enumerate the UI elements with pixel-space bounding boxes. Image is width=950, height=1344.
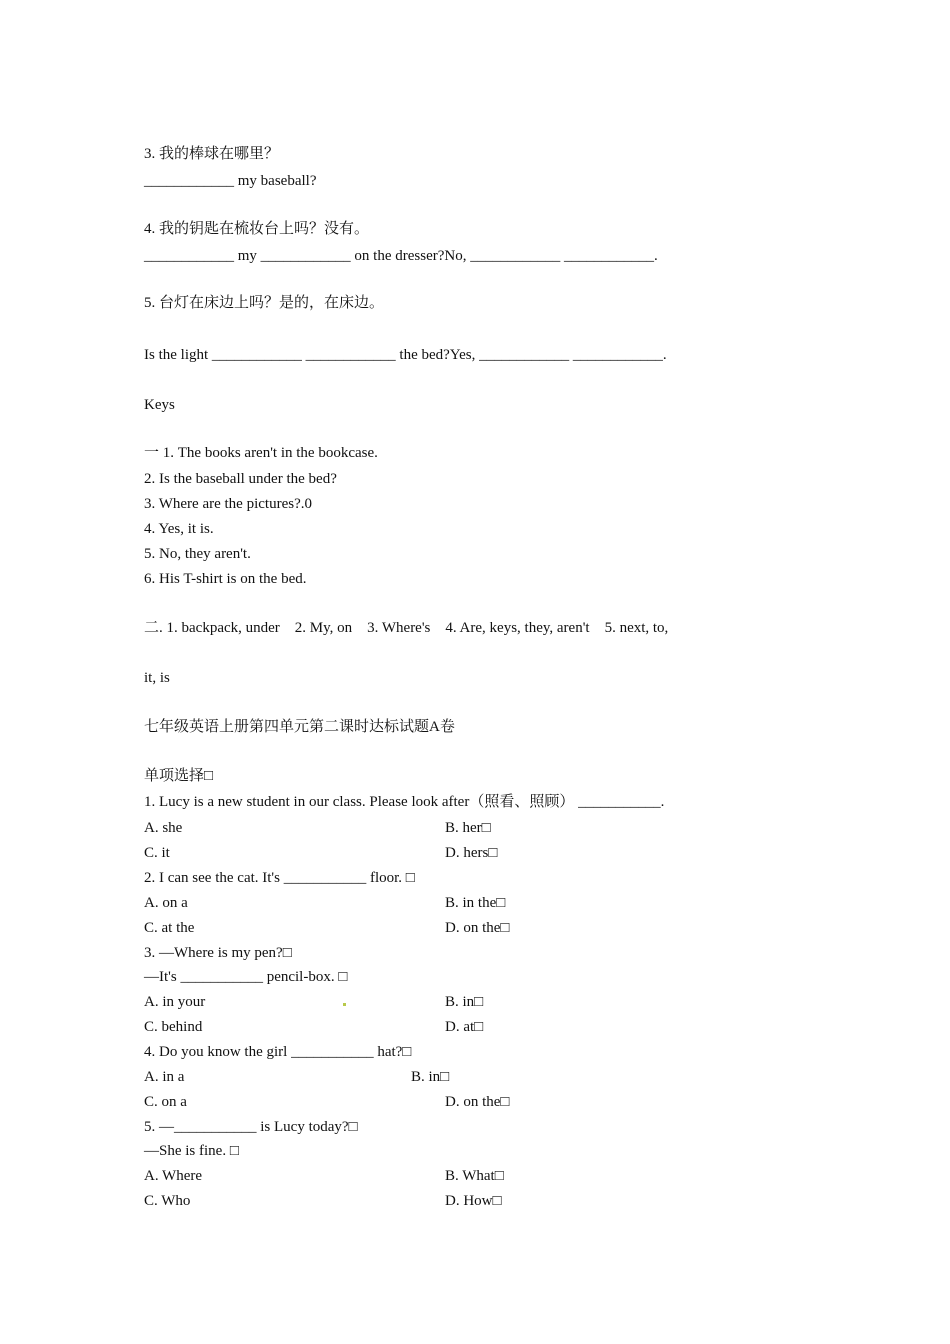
option-c: C. Who [144, 1193, 191, 1209]
translation-q3-prompt: 3. 我的棒球在哪里？ [144, 146, 280, 162]
key-line: 6. His T-shirt is on the bed. [144, 571, 307, 587]
question-stem: 1. Lucy is a new student in our class. Please look after（照看、照顾） ___________. [144, 794, 665, 810]
option-c: C. at the [144, 920, 195, 936]
option-a: A. on a [144, 895, 188, 911]
section-heading: 单项选择□ [144, 768, 214, 784]
option-b: B. in the□ [445, 895, 506, 911]
question-stem: —She is fine. □ [144, 1143, 239, 1159]
option-c: C. behind [144, 1019, 203, 1035]
option-b: B. in□ [411, 1069, 450, 1085]
key-line: 5. No, they aren't. [144, 546, 251, 562]
option-a: A. Where [144, 1168, 203, 1184]
option-c: C. it [144, 845, 170, 861]
translation-q3-answer: ____________ my baseball? [144, 173, 317, 189]
option-a: A. in a [144, 1069, 185, 1085]
option-a: A. in your [144, 994, 206, 1010]
option-c: C. on a [144, 1094, 187, 1110]
question-stem: 4. Do you know the girl ___________ hat?□ [144, 1044, 412, 1060]
translation-q5-answer: Is the light ____________ ____________ the bed?Yes, ____________ ____________. [144, 347, 667, 363]
option-d: D. at□ [445, 1019, 484, 1035]
option-d: D. How□ [445, 1193, 502, 1209]
option-b: B. in□ [445, 994, 484, 1010]
key-line: 2. Is the baseball under the bed? [144, 471, 337, 487]
question-stem: 2. I can see the cat. It's ___________ floor. □ [144, 870, 415, 886]
key-line: 3. Where are the pictures?.0 [144, 496, 312, 512]
translation-q4-prompt: 4. 我的钥匙在梳妆台上吗？没有。 [144, 221, 370, 237]
question-stem: —It's ___________ pencil-box. □ [144, 969, 348, 985]
question-stem: 3. —Where is my pen?□ [144, 945, 292, 961]
option-d: D. hers□ [445, 845, 498, 861]
keys-heading: Keys [144, 397, 175, 413]
option-b: B. What□ [445, 1168, 504, 1184]
option-d: D. on the□ [445, 1094, 510, 1110]
quiz-title: 七年级英语上册第四单元第二课时达标试题A卷 [144, 719, 455, 735]
key-section2-line: it, is [144, 670, 170, 686]
question-stem: 5. —___________ is Lucy today?□ [144, 1119, 358, 1135]
option-d: D. on the□ [445, 920, 510, 936]
translation-q4-answer: ____________ my ____________ on the dresser?No, ____________ ____________. [144, 248, 658, 264]
stray-mark [343, 1003, 346, 1006]
key-line: 4. Yes, it is. [144, 521, 214, 537]
key-section2-line: 二. 1. backpack, under 2. My, on 3. Where's 4. Are, keys, they, aren't 5. next, to, [144, 620, 669, 636]
option-b: B. her□ [445, 820, 491, 836]
option-a: A. she [144, 820, 183, 836]
translation-q5-prompt: 5. 台灯在床边上吗？是的，在床边。 [144, 295, 385, 311]
key-line: 一 1. The books aren't in the bookcase. [144, 445, 378, 461]
